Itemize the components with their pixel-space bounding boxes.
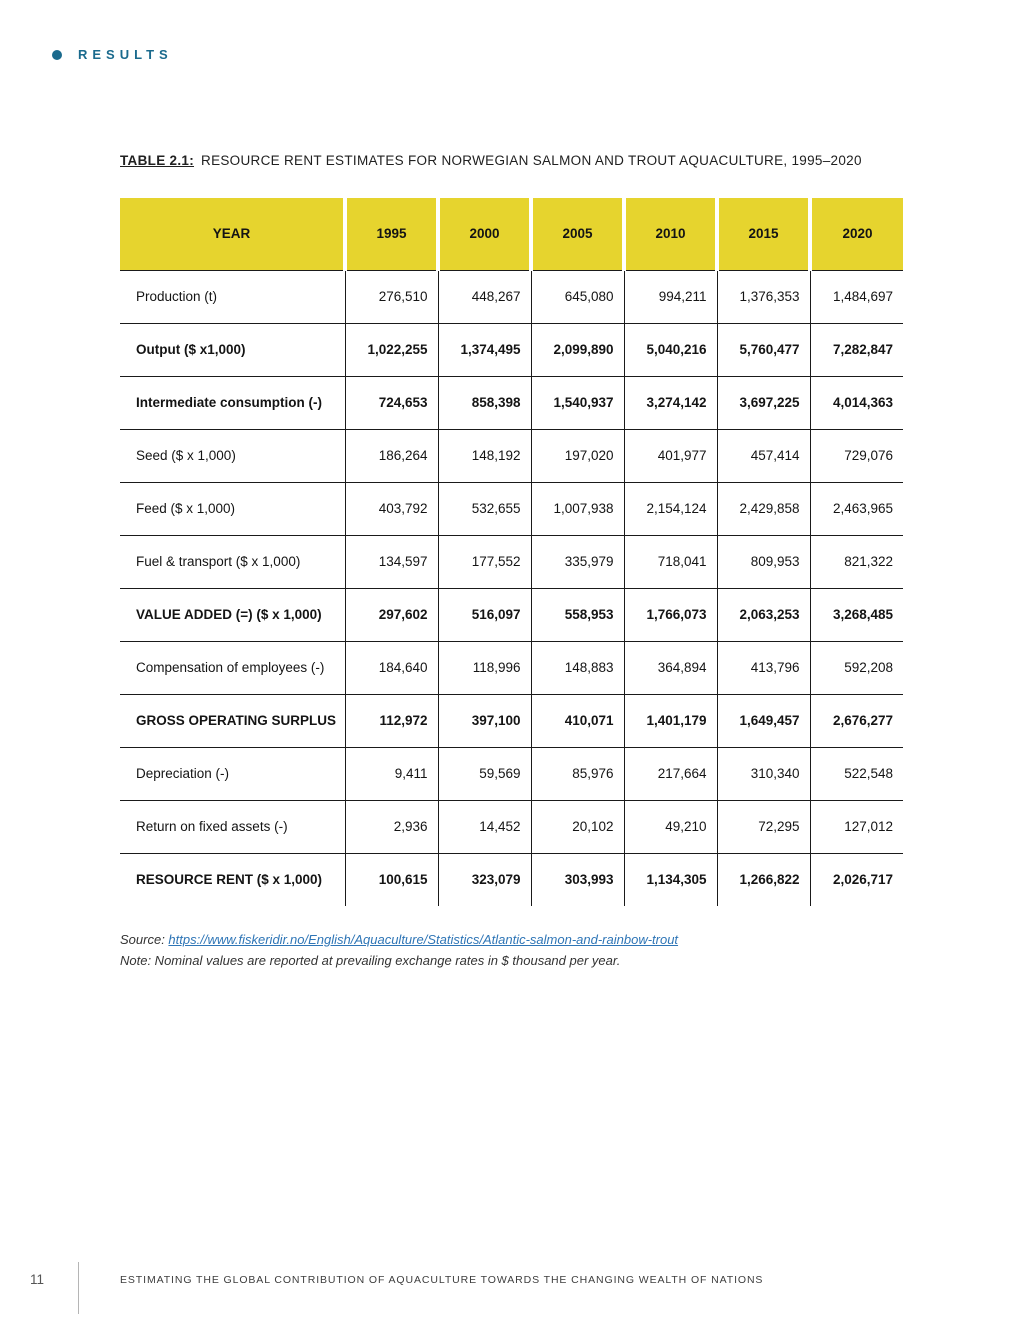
cell-value: 522,548 xyxy=(810,747,903,800)
cell-value: 9,411 xyxy=(345,747,438,800)
cell-value: 134,597 xyxy=(345,535,438,588)
cell-value: 177,552 xyxy=(438,535,531,588)
cell-value: 127,012 xyxy=(810,800,903,853)
cell-value: 1,374,495 xyxy=(438,323,531,376)
source-link[interactable]: https://www.fiskeridir.no/English/Aquaculture/Statistics/Atlantic-salmon-and-rainbow-trout xyxy=(168,932,679,947)
table-caption-label: TABLE 2.1: xyxy=(120,153,195,168)
column-header: YEAR xyxy=(120,198,345,270)
cell-value: 645,080 xyxy=(531,270,624,323)
cell-value: 403,792 xyxy=(345,482,438,535)
cell-value: 1,766,073 xyxy=(624,588,717,641)
footer-divider xyxy=(78,1262,79,1314)
table-row xyxy=(120,800,903,853)
cell-value: 401,977 xyxy=(624,429,717,482)
cell-value: 335,979 xyxy=(531,535,624,588)
cell-value: 448,267 xyxy=(438,270,531,323)
cell-value: 364,894 xyxy=(624,641,717,694)
cell-value: 297,602 xyxy=(345,588,438,641)
row-label: Depreciation (-) xyxy=(120,747,345,800)
cell-value: 303,993 xyxy=(531,853,624,906)
cell-value: 2,099,890 xyxy=(531,323,624,376)
row-label: VALUE ADDED (=) ($ x 1,000) xyxy=(120,588,345,641)
note-line: Note: Nominal values are reported at prevailing exchange rates in $ thousand per year. xyxy=(120,953,621,968)
cell-value: 323,079 xyxy=(438,853,531,906)
cell-value: 14,452 xyxy=(438,800,531,853)
cell-value: 7,282,847 xyxy=(810,323,903,376)
cell-value: 2,463,965 xyxy=(810,482,903,535)
cell-value: 2,676,277 xyxy=(810,694,903,747)
cell-value: 1,376,353 xyxy=(717,270,810,323)
cell-value: 457,414 xyxy=(717,429,810,482)
cell-value: 718,041 xyxy=(624,535,717,588)
cell-value: 118,996 xyxy=(438,641,531,694)
row-label: Production (t) xyxy=(120,270,345,323)
cell-value: 729,076 xyxy=(810,429,903,482)
source-line xyxy=(120,930,903,949)
cell-value: 558,953 xyxy=(531,588,624,641)
table-caption xyxy=(120,152,903,170)
cell-value: 516,097 xyxy=(438,588,531,641)
row-label: Compensation of employees (-) xyxy=(120,641,345,694)
cell-value: 724,653 xyxy=(345,376,438,429)
column-header: 1995 xyxy=(345,198,438,270)
row-label: Feed ($ x 1,000) xyxy=(120,482,345,535)
table-row xyxy=(120,694,903,747)
cell-value: 148,883 xyxy=(531,641,624,694)
cell-value: 1,401,179 xyxy=(624,694,717,747)
table-row xyxy=(120,747,903,800)
cell-value: 217,664 xyxy=(624,747,717,800)
cell-value: 410,071 xyxy=(531,694,624,747)
column-header: 2005 xyxy=(531,198,624,270)
cell-value: 1,134,305 xyxy=(624,853,717,906)
table-row xyxy=(120,482,903,535)
cell-value: 3,274,142 xyxy=(624,376,717,429)
row-label: Return on fixed assets (-) xyxy=(120,800,345,853)
row-label: Seed ($ x 1,000) xyxy=(120,429,345,482)
cell-value: 1,540,937 xyxy=(531,376,624,429)
cell-value: 59,569 xyxy=(438,747,531,800)
cell-value: 20,102 xyxy=(531,800,624,853)
cell-value: 112,972 xyxy=(345,694,438,747)
cell-value: 85,976 xyxy=(531,747,624,800)
cell-value: 1,484,697 xyxy=(810,270,903,323)
source-prefix: Source: xyxy=(120,932,169,947)
table-row xyxy=(120,588,903,641)
cell-value: 532,655 xyxy=(438,482,531,535)
table-header-row xyxy=(120,198,903,270)
cell-value: 2,154,124 xyxy=(624,482,717,535)
cell-value: 1,022,255 xyxy=(345,323,438,376)
cell-value: 184,640 xyxy=(345,641,438,694)
table-row xyxy=(120,270,903,323)
cell-value: 397,100 xyxy=(438,694,531,747)
cell-value: 413,796 xyxy=(717,641,810,694)
row-label: RESOURCE RENT ($ x 1,000) xyxy=(120,853,345,906)
cell-value: 1,649,457 xyxy=(717,694,810,747)
column-header: 2015 xyxy=(717,198,810,270)
column-header: 2000 xyxy=(438,198,531,270)
cell-value: 3,697,225 xyxy=(717,376,810,429)
cell-value: 276,510 xyxy=(345,270,438,323)
cell-value: 310,340 xyxy=(717,747,810,800)
table-row xyxy=(120,535,903,588)
cell-value: 809,953 xyxy=(717,535,810,588)
column-header: 2020 xyxy=(810,198,903,270)
cell-value: 3,268,485 xyxy=(810,588,903,641)
cell-value: 2,429,858 xyxy=(717,482,810,535)
row-label: Fuel & transport ($ x 1,000) xyxy=(120,535,345,588)
cell-value: 49,210 xyxy=(624,800,717,853)
cell-value: 148,192 xyxy=(438,429,531,482)
column-header: 2010 xyxy=(624,198,717,270)
page-number: 11 xyxy=(30,1272,45,1287)
section-header xyxy=(52,47,173,62)
cell-value: 2,063,253 xyxy=(717,588,810,641)
cell-value: 858,398 xyxy=(438,376,531,429)
row-label: Output ($ x1,000) xyxy=(120,323,345,376)
table-row xyxy=(120,641,903,694)
cell-value: 2,026,717 xyxy=(810,853,903,906)
table-row xyxy=(120,429,903,482)
cell-value: 186,264 xyxy=(345,429,438,482)
section-label: RESULTS xyxy=(78,47,173,62)
cell-value: 72,295 xyxy=(717,800,810,853)
row-label: Intermediate consumption (-) xyxy=(120,376,345,429)
row-label: GROSS OPERATING SURPLUS xyxy=(120,694,345,747)
cell-value: 197,020 xyxy=(531,429,624,482)
footer-text: ESTIMATING THE GLOBAL CONTRIBUTION OF AQUACULTURE TOWARDS THE CHANGING WEALTH OF NATIONS xyxy=(120,1274,764,1286)
resource-rent-table xyxy=(120,198,903,906)
section-bullet-icon xyxy=(52,50,62,60)
table-row xyxy=(120,853,903,906)
cell-value: 100,615 xyxy=(345,853,438,906)
table-row xyxy=(120,376,903,429)
cell-value: 821,322 xyxy=(810,535,903,588)
table-caption-title: RESOURCE RENT ESTIMATES FOR NORWEGIAN SALMON AND TROUT AQUACULTURE, 1995–2020 xyxy=(201,153,862,168)
cell-value: 994,211 xyxy=(624,270,717,323)
table-body xyxy=(120,270,903,906)
cell-value: 1,266,822 xyxy=(717,853,810,906)
cell-value: 4,014,363 xyxy=(810,376,903,429)
cell-value: 5,040,216 xyxy=(624,323,717,376)
cell-value: 592,208 xyxy=(810,641,903,694)
cell-value: 1,007,938 xyxy=(531,482,624,535)
cell-value: 5,760,477 xyxy=(717,323,810,376)
cell-value: 2,936 xyxy=(345,800,438,853)
content-area xyxy=(120,152,903,970)
table-row xyxy=(120,323,903,376)
